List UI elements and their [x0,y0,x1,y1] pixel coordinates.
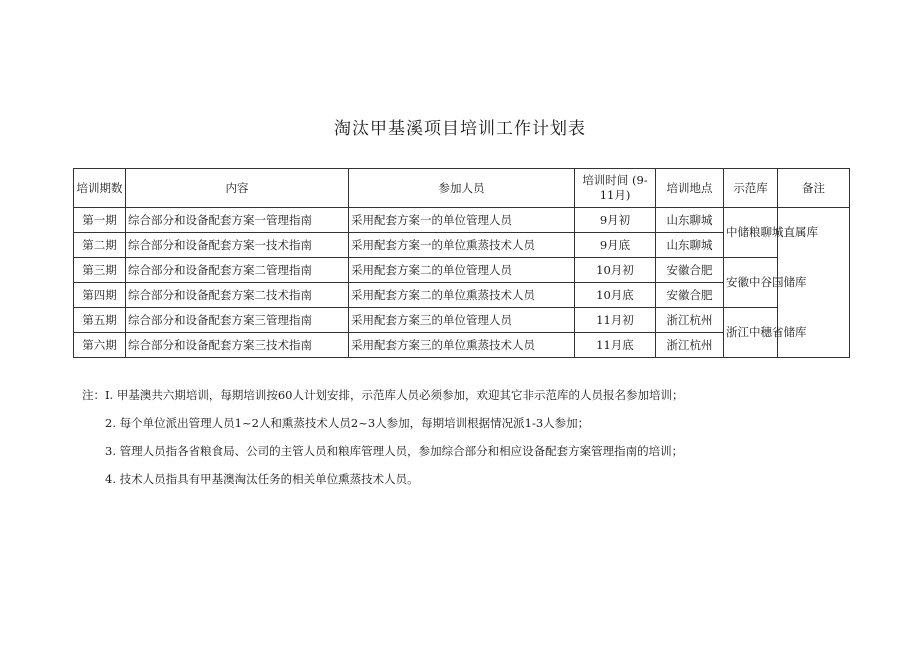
header-participants: 参加人员 [349,169,575,208]
header-demo-depot: 示范库 [724,169,778,208]
place-cell: 安徽合肥 [656,283,724,308]
place-cell: 浙江杭州 [656,308,724,333]
period-cell: 第三期 [74,258,126,283]
note-item: 注：I. 甲基澳共六期培训，每期培训按60人计划安排，示范库人员必须参加，欢迎其它非示范库的人员报名参加培训； [82,388,684,402]
participants-cell: 采用配套方案一的单位管理人员 [349,208,575,233]
note-item: 2. 每个单位派出管理人员1~2人和熏蒸技术人员2~3人参加，每期培训根据情况派1-3人参加； [105,416,590,430]
participants-cell: 采用配套方案三的单位熏蒸技术人员 [349,333,575,358]
participants-cell: 采用配套方案一的单位熏蒸技术人员 [349,233,575,258]
note-item: 4. 技术人员指具有甲基澳淘汰任务的相关单位熏蒸技术人员。 [105,472,419,486]
content-cell: 综合部分和设备配套方案一技术指南 [126,233,349,258]
time-cell: 10月初 [575,258,656,283]
content-cell: 综合部分和设备配套方案一管理指南 [126,208,349,233]
table-row [74,258,850,283]
header-time: 培训时间 (9-11月) [575,169,656,208]
content-cell: 综合部分和设备配套方案三技术指南 [126,333,349,358]
participants-cell: 采用配套方案二的单位熏蒸技术人员 [349,283,575,308]
participants-cell: 采用配套方案三的单位管理人员 [349,308,575,333]
time-cell: 9月底 [575,233,656,258]
period-cell: 第六期 [74,333,126,358]
page-title: 淘汰甲基溪项目培训工作计划表 [334,119,586,139]
demo-depot-cell: 浙江中穗省储库 [724,308,778,358]
place-cell: 山东聊城 [656,208,724,233]
content-cell: 综合部分和设备配套方案二技术指南 [126,283,349,308]
header-place: 培训地点 [656,169,724,208]
demo-depot-cell: 安徽中谷国储库 [724,258,778,308]
content-cell: 综合部分和设备配套方案二管理指南 [126,258,349,283]
table-row [74,208,850,233]
place-cell: 山东聊城 [656,233,724,258]
header-period: 培训期数 [74,169,126,208]
header-content: 内容 [126,169,349,208]
time-cell: 9月初 [575,208,656,233]
place-cell: 安徽合肥 [656,258,724,283]
table-header-row [74,169,850,208]
training-plan-table [73,168,850,358]
content-cell: 综合部分和设备配套方案三管理指南 [126,308,349,333]
participants-cell: 采用配套方案二的单位管理人员 [349,258,575,283]
demo-depot-cell: 中储粮聊城直属库 [724,208,778,258]
note-item: 3. 管理人员指各省粮食局、公司的主管人员和粮库管理人员，参加综合部分和相应设备配套方案管理指南的培训； [105,444,684,458]
time-cell: 11月底 [575,333,656,358]
time-cell: 11月初 [575,308,656,333]
header-remarks: 备注 [778,169,850,208]
period-cell: 第二期 [74,233,126,258]
time-cell: 10月底 [575,283,656,308]
period-cell: 第四期 [74,283,126,308]
place-cell: 浙江杭州 [656,333,724,358]
period-cell: 第五期 [74,308,126,333]
period-cell: 第一期 [74,208,126,233]
notes-section [82,381,683,493]
table-row [74,308,850,333]
